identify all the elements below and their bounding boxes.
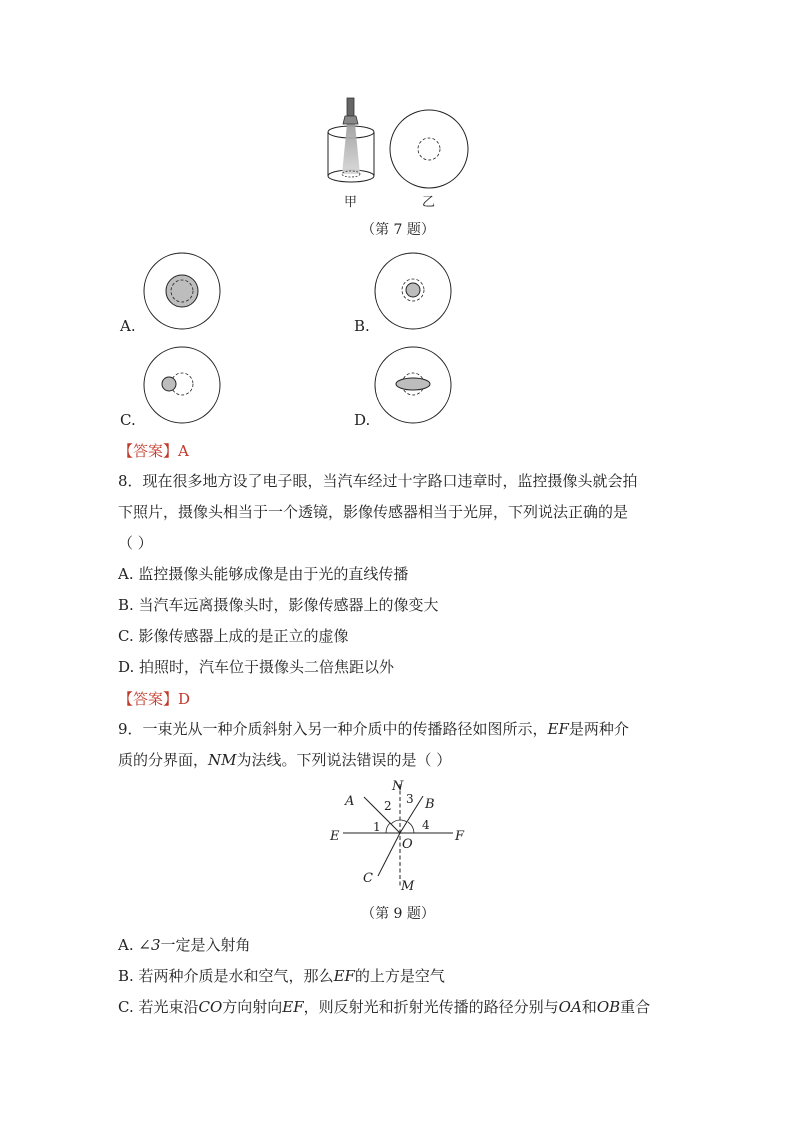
q7-caption: （第 7 题） [361, 222, 435, 238]
option-text: 和 [581, 998, 597, 1016]
q9-caption: （第 9 题） [361, 906, 435, 922]
answer-value: D [178, 690, 191, 708]
option-c-label: C. [120, 411, 136, 429]
label-b: B [425, 797, 435, 812]
q8-stem-line-2: 下照片，摄像头相当于一个透镜，影像传感器相当于光屏，下列说法正确的是 [118, 503, 629, 521]
var-ef: EF [547, 720, 569, 738]
q8-option-c: C. 影像传感器上成的是正立的虚像 [118, 627, 349, 645]
top-view-circle [390, 110, 468, 188]
refraction-diagram [325, 776, 475, 898]
option-d-label: D. [354, 411, 371, 429]
var-ef: EF [333, 967, 355, 985]
option-a-label: A. [120, 317, 136, 335]
q9-option-c [118, 997, 650, 1017]
q7-main-figure [318, 96, 478, 212]
q8-stem-line-1: 8．现在很多地方设了电子眼，当汽车经过十字路口违章时，监控摄像头就会拍 [118, 472, 638, 490]
label-m: M [401, 879, 415, 894]
option-b-label: B. [354, 317, 370, 335]
q9-stem-text: 质的分界面， [118, 751, 209, 769]
option-text: 方向射向 [222, 998, 283, 1016]
q8-stem-line-3: （ ） [118, 534, 153, 552]
q8-option-d: D. 拍照时，汽车位于摄像头二倍焦距以外 [118, 658, 395, 676]
q9-stem-text: 9．一束光从一种介质斜射入另一种介质中的传播路径如图所示， [118, 720, 548, 738]
angle-label-2: 2 [384, 799, 392, 813]
option-d-figure [373, 344, 457, 428]
option-a-figure [140, 250, 224, 334]
option-text: B. 若两种介质是水和空气，那么 [118, 967, 334, 985]
var-ob: OB [596, 998, 621, 1016]
label-f: F [455, 829, 465, 844]
q8-option-a: A. 监控摄像头能够成像是由于光的直线传播 [118, 565, 409, 583]
q7-answer [118, 440, 189, 461]
option-text: A. [118, 936, 139, 954]
q9-option-a [118, 935, 251, 955]
flashlight-icon [343, 98, 358, 124]
option-c-figure [140, 344, 224, 428]
label-c: C [363, 871, 373, 886]
angle-label-4: 4 [422, 818, 430, 832]
var-ef: EF [282, 998, 304, 1016]
q9-stem-text: 为法线。下列说法错误的是（ ） [236, 751, 452, 769]
label-o: O [402, 837, 413, 852]
q8-option-b: B. 当汽车远离摄像头时，影像传感器上的像变大 [118, 596, 439, 614]
label-jia: 甲 [344, 195, 358, 210]
answer-prefix: 【答案】 [118, 690, 179, 708]
ray-oc [378, 833, 400, 876]
answer-value: A [178, 442, 189, 460]
label-yi: 乙 [422, 195, 436, 210]
option-b-figure [373, 250, 457, 334]
q9-stem-line-1 [118, 719, 629, 739]
q9-stem-line-2 [118, 750, 451, 770]
label-a: A [345, 794, 355, 809]
option-text: 的上方是空气 [354, 967, 445, 985]
angle-var: ∠3 [138, 936, 161, 954]
answer-prefix: 【答案】 [118, 442, 179, 460]
angle-label-1: 1 [373, 820, 381, 834]
var-co: CO [198, 998, 223, 1016]
ray-ao [364, 797, 400, 833]
angle-label-3: 3 [406, 792, 414, 806]
option-text: C. 若光束沿 [118, 998, 199, 1016]
option-text: 重合 [620, 998, 651, 1016]
q8-answer [118, 688, 190, 709]
option-text: 一定是入射角 [160, 936, 251, 954]
label-e: E [330, 829, 340, 844]
option-text: ，则反射光和折射光传播的路径分别与 [303, 998, 559, 1016]
q9-stem-text: 是两种介 [568, 720, 629, 738]
label-n: N [392, 779, 404, 794]
var-oa: OA [558, 998, 582, 1016]
cylinder-container [328, 124, 374, 182]
var-nm: NM [208, 751, 237, 769]
q9-option-b [118, 966, 445, 986]
